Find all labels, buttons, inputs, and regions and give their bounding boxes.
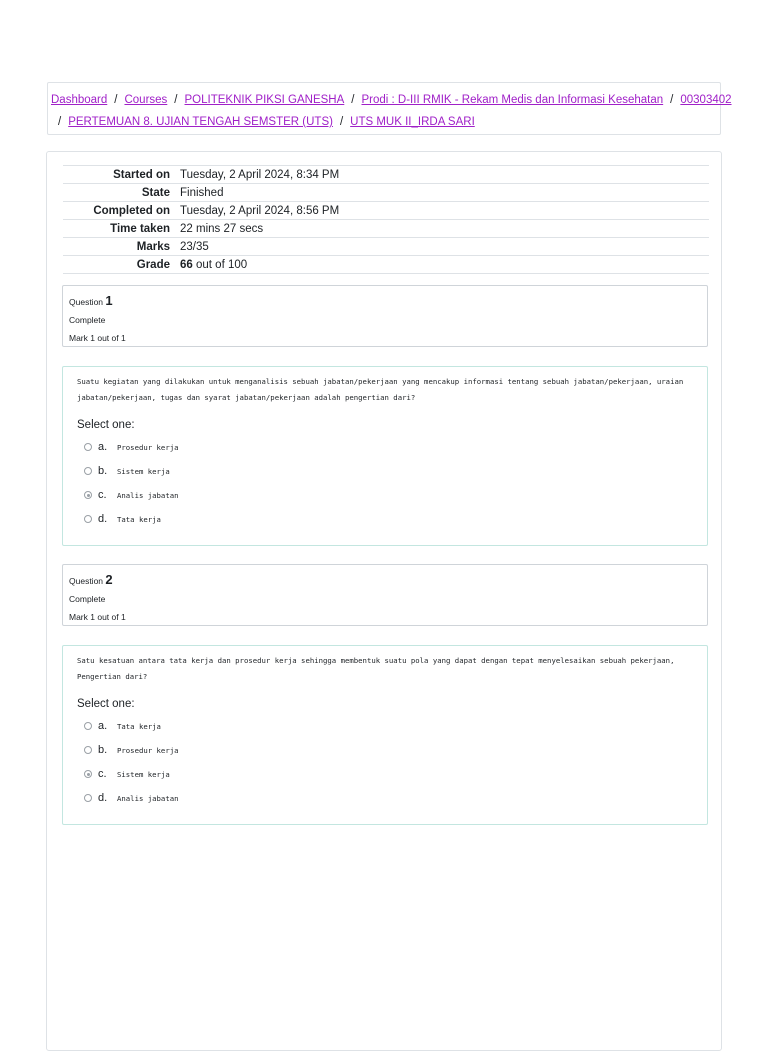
answer-option[interactable] (77, 483, 693, 507)
question-info-2 (62, 564, 708, 626)
summary-row (63, 184, 709, 202)
answer-option[interactable] (77, 786, 693, 810)
breadcrumb-link-courses[interactable]: Courses (124, 94, 168, 106)
breadcrumb-link-dashboard[interactable]: Dashboard (51, 94, 108, 106)
answer-option[interactable] (77, 435, 693, 459)
attempt-summary-table (63, 165, 709, 274)
answer-option[interactable] (77, 507, 693, 531)
select-one-prompt: Select one: (77, 419, 135, 431)
option-letter: d. (98, 513, 108, 525)
answer-option[interactable] (77, 459, 693, 483)
summary-label: Started on (63, 166, 180, 184)
question-number: 2 (105, 572, 113, 587)
breadcrumb-link-institution[interactable]: POLITEKNIK PIKSI GANESHA (184, 94, 345, 106)
summary-label: Time taken (63, 220, 180, 238)
radio-button[interactable] (84, 443, 92, 451)
breadcrumb-link-meeting[interactable]: PERTEMUAN 8. UJIAN TENGAH SEMSTER (UTS) (68, 116, 333, 128)
summary-label: State (63, 184, 180, 202)
option-text: Tata kerja (117, 721, 161, 731)
quiz-review-region (46, 151, 722, 1051)
grade-value: 66 (180, 258, 193, 271)
summary-value (180, 256, 709, 274)
summary-value: Tuesday, 2 April 2024, 8:34 PM (180, 166, 709, 184)
question-mark: Mark 1 out of 1 (69, 612, 126, 622)
option-text: Prosedur kerja (117, 745, 179, 755)
option-text: Prosedur kerja (117, 442, 179, 452)
summary-row (63, 220, 709, 238)
radio-button-selected[interactable] (84, 491, 92, 499)
answer-option[interactable] (77, 738, 693, 762)
summary-row (63, 256, 709, 274)
breadcrumb-link-quiz[interactable]: UTS MUK II_IRDA SARI (350, 116, 475, 128)
radio-button[interactable] (84, 746, 92, 754)
answer-option[interactable] (77, 762, 693, 786)
option-letter: c. (98, 768, 107, 780)
option-text: Tata kerja (117, 514, 161, 524)
radio-button[interactable] (84, 467, 92, 475)
radio-button-selected[interactable] (84, 770, 92, 778)
summary-value: Finished (180, 184, 709, 202)
breadcrumb-separator: / (58, 116, 62, 128)
question-text: Satu kesatuan antara tata kerja dan prosedur kerja sehingga membentuk suatu pola yang dapat dengan tepat menyelesaikan sebuah pekerjaan, Pengertian dari? (77, 656, 675, 681)
option-letter: d. (98, 792, 108, 804)
question-status: Complete (69, 594, 106, 604)
grade-suffix: out of 100 (192, 258, 248, 271)
answer-option[interactable] (77, 714, 693, 738)
summary-value: 23/35 (180, 238, 709, 256)
question-text: Suatu kegiatan yang dilakukan untuk menganalisis sebuah jabatan/pekerjaan yang mencakup informasi tentang sebuah jabatan/pekerjaan, uraian jabatan/pekerjaan, tugas dan syarat jabatan/pekerjaan adalah pengertian dari? (77, 377, 684, 402)
option-text: Sistem kerja (117, 769, 170, 779)
option-text: Analis jabatan (117, 793, 179, 803)
summary-label: Completed on (63, 202, 180, 220)
radio-button[interactable] (84, 794, 92, 802)
radio-button[interactable] (84, 515, 92, 523)
breadcrumb-separator: / (339, 116, 344, 128)
question-label: Question (69, 297, 104, 307)
summary-value: Tuesday, 2 April 2024, 8:56 PM (180, 202, 709, 220)
option-letter: b. (98, 465, 108, 477)
question-number: 1 (105, 293, 113, 308)
summary-row (63, 166, 709, 184)
breadcrumb-separator: / (351, 94, 355, 106)
question-status: Complete (69, 315, 106, 325)
question-content-1 (62, 366, 708, 546)
question-mark: Mark 1 out of 1 (69, 333, 126, 343)
option-text: Sistem kerja (117, 466, 170, 476)
option-letter: a. (98, 720, 108, 732)
select-one-prompt: Select one: (77, 698, 135, 710)
option-letter: b. (98, 744, 108, 756)
breadcrumb-separator: / (174, 94, 178, 106)
breadcrumb-separator: / (670, 94, 674, 106)
option-letter: a. (98, 441, 108, 453)
summary-row (63, 238, 709, 256)
question-content-2 (62, 645, 708, 825)
summary-row (63, 202, 709, 220)
breadcrumb (47, 82, 732, 135)
radio-button[interactable] (84, 722, 92, 730)
breadcrumb-separator: / (114, 94, 118, 106)
question-label: Question (69, 576, 104, 586)
breadcrumb-link-course-code[interactable]: 00303402 (680, 94, 732, 106)
summary-label: Marks (63, 238, 180, 256)
option-text: Analis jabatan (117, 490, 179, 500)
option-letter: c. (98, 489, 107, 501)
breadcrumb-link-program[interactable]: Prodi : D-III RMIK - Rekam Medis dan Informasi Kesehatan (361, 94, 664, 106)
summary-label: Grade (63, 256, 180, 274)
summary-value: 22 mins 27 secs (180, 220, 709, 238)
question-info-1 (62, 285, 708, 347)
